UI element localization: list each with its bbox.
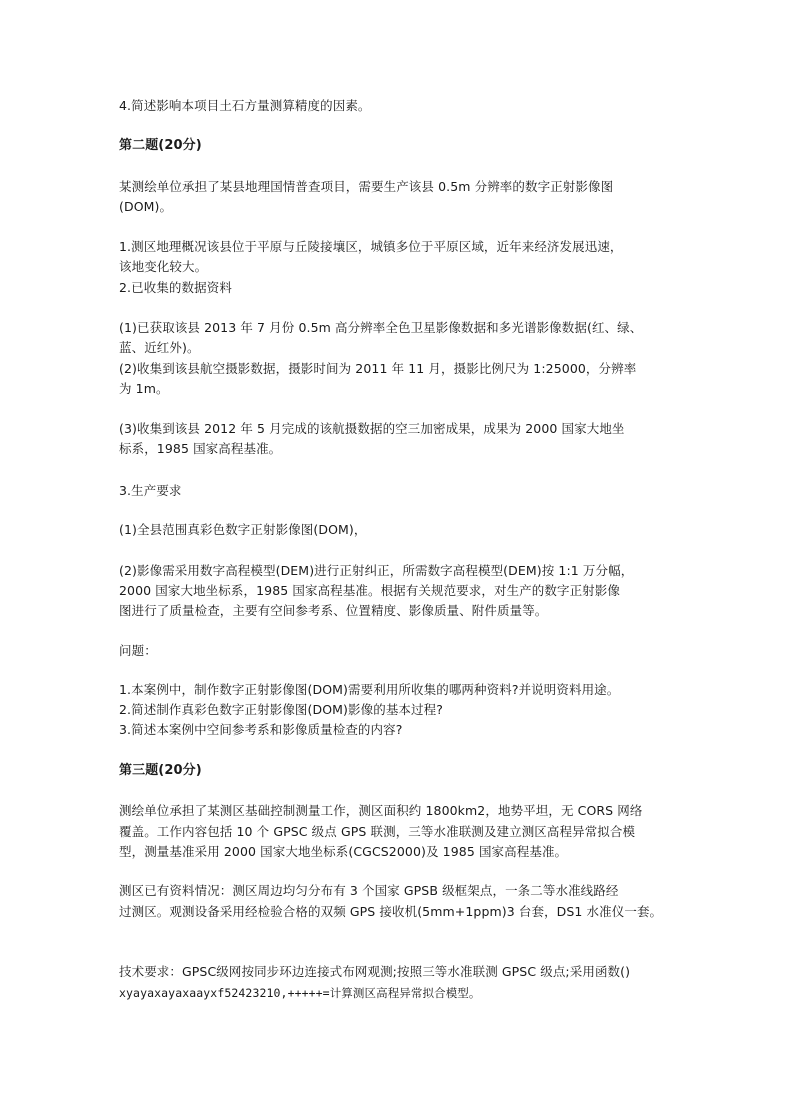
requirement-1: (1)全县范围真彩色数字正射影像图(DOM)， <box>119 522 367 537</box>
technical-requirements-line-2: xyayaxayaxaayxf52423210,+++++=计算测区高程异常拟合模型。 <box>119 986 481 1000</box>
section-3-intro-line-2: 覆盖。工作内容包括 10 个 GPSC 级点 GPS 联测，三等水准联测及建立测区高程异常拟合模 <box>119 824 636 839</box>
data-item-2-line-2: 为 1m。 <box>119 381 169 396</box>
survey-area-overview-line-2: 该地变化较大。 <box>119 259 208 274</box>
survey-area-overview-line-1: 1.测区地理概况该县位于平原与丘陵接壤区，城镇多位于平原区域，近年来经济发展迅速， <box>119 239 623 254</box>
section-3-heading: 第三题(20分) <box>119 763 202 778</box>
data-item-2-line-1: (2)收集到该县航空摄影数据，摄影时间为 2011 年 11 月，摄影比例尺为 1:25000，分辨率 <box>119 361 637 376</box>
question-3: 3.简述本案例中空间参考系和影像质量检查的内容? <box>119 722 403 737</box>
production-requirements-heading: 3.生产要求 <box>119 483 182 498</box>
q1-item-4: 4.简述影响本项目土石方量测算精度的因素。 <box>119 98 371 113</box>
section-2-intro-line-2: (DOM)。 <box>119 199 173 214</box>
section-3-intro-line-1: 测绘单位承担了某测区基础控制测量工作，测区面积约 1800km2，地势平坦，无 CORS 网络 <box>119 803 643 818</box>
requirement-2-line-3: 图进行了质量检查，主要有空间参考系、位置精度、影像质量、附件质量等。 <box>119 603 548 618</box>
question-2: 2.简述制作真彩色数字正射影像图(DOM)影像的基本过程? <box>119 702 443 717</box>
section-2-heading: 第二题(20分) <box>119 138 202 153</box>
existing-data-line-2: 过测区。观测设备采用经检验合格的双频 GPS 接收机(5mm+1ppm)3 台套，DS1 水准仪一套。 <box>119 904 663 919</box>
section-3-intro-line-3: 型，测量基准采用 2000 国家大地坐标系(CGCS2000)及 1985 国家高程基准。 <box>119 844 568 859</box>
data-item-1-line-2: 蓝、近红外)。 <box>119 340 200 355</box>
questions-label: 问题： <box>119 643 157 658</box>
existing-data-line-1: 测区已有资料情况：测区周边均匀分布有 3 个国家 GPSB 级框架点，一条二等水准线路经 <box>119 883 619 898</box>
data-item-3-line-1: (3)收集到该县 2012 年 5 月完成的该航摄数据的空三加密成果，成果为 2000 国家大地坐 <box>119 421 625 436</box>
question-1: 1.本案例中，制作数字正射影像图(DOM)需要利用所收集的哪两种资料?并说明资料用途。 <box>119 682 620 697</box>
technical-requirements-line-1: 技术要求：GPSC级网按同步环边连接式布网观测;按照三等水准联测 GPSC 级点;采用函数() <box>119 964 631 979</box>
collected-data-heading: 2.已收集的数据资料 <box>119 280 232 295</box>
data-item-3-line-2: 标系，1985 国家高程基准。 <box>119 441 282 456</box>
section-2-intro-line-1: 某测绘单位承担了某县地理国情普查项目，需要生产该县 0.5m 分辨率的数字正射影像图 <box>119 179 614 194</box>
requirement-2-line-2: 2000 国家大地坐标系，1985 国家高程基准。根据有关规范要求，对生产的数字正射影像 <box>119 583 620 598</box>
data-item-1-line-1: (1)已获取该县 2013 年 7 月份 0.5m 高分辨率全色卫星影像数据和多光谱影像数据(红、绿、 <box>119 320 643 335</box>
requirement-2-line-1: (2)影像需采用数字高程模型(DEM)进行正射纠正，所需数字高程模型(DEM)按 1:1 万分幅， <box>119 563 634 578</box>
